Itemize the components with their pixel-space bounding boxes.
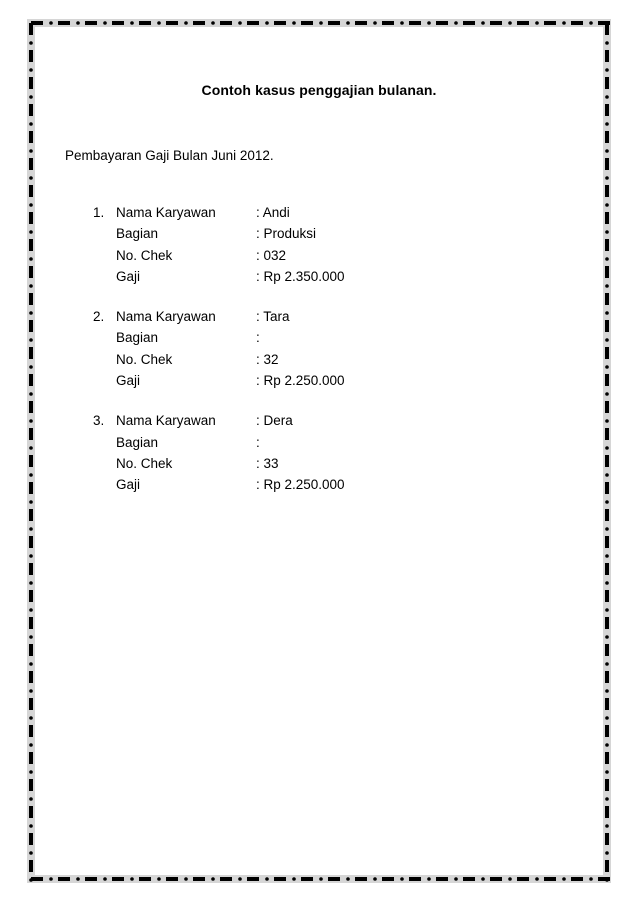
border-dot bbox=[29, 230, 33, 234]
border-dash bbox=[605, 212, 609, 224]
field-value: : Dera bbox=[256, 413, 293, 429]
border-dash bbox=[409, 877, 421, 881]
border-dash bbox=[355, 21, 367, 25]
border-dash bbox=[605, 482, 609, 494]
border-dot bbox=[400, 21, 404, 25]
border-dot bbox=[211, 21, 215, 25]
border-dash bbox=[112, 21, 124, 25]
border-dot bbox=[157, 877, 161, 881]
border-dot bbox=[605, 284, 609, 288]
border-dash bbox=[166, 21, 178, 25]
border-dash bbox=[29, 725, 33, 737]
border-dot bbox=[29, 608, 33, 612]
border-dot bbox=[29, 392, 33, 396]
field-value: : 032 bbox=[256, 247, 287, 263]
border-dash bbox=[571, 21, 583, 25]
border-dot bbox=[29, 527, 33, 531]
field-value: : bbox=[256, 434, 260, 450]
border-dash bbox=[85, 877, 97, 881]
border-dot bbox=[29, 41, 33, 45]
border-dash bbox=[247, 21, 259, 25]
border-dash bbox=[29, 185, 33, 197]
border-dash bbox=[517, 21, 529, 25]
border-dash bbox=[605, 806, 609, 818]
employee-field-row bbox=[93, 453, 413, 474]
border-dot bbox=[29, 824, 33, 828]
border-dot bbox=[29, 500, 33, 504]
border-dot bbox=[373, 877, 377, 881]
employee-list bbox=[93, 202, 413, 515]
border-dash bbox=[29, 860, 33, 872]
border-dot bbox=[29, 635, 33, 639]
field-value: : bbox=[256, 330, 260, 346]
border-dash bbox=[382, 877, 394, 881]
border-dash bbox=[29, 806, 33, 818]
border-dot bbox=[605, 689, 609, 693]
employee-field-row bbox=[93, 327, 413, 348]
border-dot bbox=[29, 338, 33, 342]
employee-field-row bbox=[93, 202, 413, 223]
border-dash bbox=[29, 752, 33, 764]
employee-field-row bbox=[93, 370, 413, 391]
border-dot bbox=[238, 21, 242, 25]
border-dash bbox=[605, 833, 609, 845]
border-dash bbox=[29, 104, 33, 116]
field-label: Nama Karyawan bbox=[116, 309, 216, 325]
field-value: : Rp 2.350.000 bbox=[256, 268, 345, 284]
border-dash bbox=[605, 185, 609, 197]
border-dot bbox=[535, 21, 539, 25]
field-value: : Rp 2.250.000 bbox=[256, 477, 345, 493]
border-dash bbox=[274, 877, 286, 881]
border-dash bbox=[301, 877, 313, 881]
border-dash bbox=[112, 877, 124, 881]
field-value: : Rp 2.250.000 bbox=[256, 373, 345, 389]
border-dash bbox=[29, 455, 33, 467]
border-dot bbox=[76, 21, 80, 25]
border-dot bbox=[29, 176, 33, 180]
border-dash bbox=[605, 779, 609, 791]
border-dot bbox=[605, 338, 609, 342]
field-label: No. Chek bbox=[116, 351, 173, 367]
employee-field-row bbox=[93, 349, 413, 370]
border-dash bbox=[274, 21, 286, 25]
border-dot bbox=[605, 770, 609, 774]
border-dash bbox=[139, 21, 151, 25]
border-dot bbox=[605, 230, 609, 234]
field-label: Bagian bbox=[116, 226, 159, 242]
border-dash bbox=[29, 833, 33, 845]
border-dash bbox=[247, 877, 259, 881]
border-dash bbox=[29, 563, 33, 575]
border-dash bbox=[605, 509, 609, 521]
border-dot bbox=[605, 68, 609, 72]
border-dot bbox=[605, 365, 609, 369]
payment-intro-text: Pembayaran Gaji Bulan Juni 2012. bbox=[65, 148, 274, 163]
border-dash bbox=[58, 21, 70, 25]
field-value: : 33 bbox=[256, 455, 279, 471]
employee-field-row bbox=[93, 410, 413, 431]
border-dot bbox=[454, 877, 458, 881]
border-dash bbox=[605, 725, 609, 737]
border-dot bbox=[76, 877, 80, 881]
border-dot bbox=[29, 284, 33, 288]
border-dot bbox=[29, 689, 33, 693]
border-dot bbox=[427, 21, 431, 25]
border-dash bbox=[328, 877, 340, 881]
border-dash bbox=[544, 877, 556, 881]
border-dash bbox=[605, 455, 609, 467]
border-dot bbox=[29, 878, 33, 882]
border-dash bbox=[29, 698, 33, 710]
field-label: No. Chek bbox=[116, 455, 173, 471]
border-dot bbox=[319, 877, 323, 881]
border-dot bbox=[157, 21, 161, 25]
border-dot bbox=[184, 21, 188, 25]
border-dot bbox=[481, 21, 485, 25]
border-dash bbox=[29, 239, 33, 251]
border-dot bbox=[605, 473, 609, 477]
border-dash bbox=[355, 877, 367, 881]
border-dot bbox=[29, 149, 33, 153]
border-dot bbox=[605, 824, 609, 828]
border-dash bbox=[29, 536, 33, 548]
border-dot bbox=[346, 877, 350, 881]
border-dash bbox=[29, 158, 33, 170]
border-dash bbox=[29, 671, 33, 683]
border-dot bbox=[292, 877, 296, 881]
border-dot bbox=[605, 149, 609, 153]
border-dot bbox=[238, 877, 242, 881]
border-dot bbox=[29, 311, 33, 315]
border-dash bbox=[29, 347, 33, 359]
border-dash bbox=[605, 347, 609, 359]
border-dot bbox=[535, 877, 539, 881]
border-dot bbox=[49, 877, 53, 881]
border-dot bbox=[605, 500, 609, 504]
border-dash bbox=[382, 21, 394, 25]
document-title: Contoh kasus penggajian bulanan. bbox=[201, 82, 437, 98]
border-dot bbox=[29, 122, 33, 126]
border-dot bbox=[29, 662, 33, 666]
border-dot bbox=[29, 419, 33, 423]
border-dash bbox=[605, 293, 609, 305]
field-label: Nama Karyawan bbox=[116, 205, 216, 220]
border-dash bbox=[571, 877, 583, 881]
border-dash bbox=[605, 563, 609, 575]
border-dot bbox=[29, 743, 33, 747]
border-dash bbox=[29, 590, 33, 602]
border-dash bbox=[139, 877, 151, 881]
border-dot bbox=[103, 21, 107, 25]
border-dash bbox=[166, 877, 178, 881]
border-dot bbox=[605, 851, 609, 855]
border-dash bbox=[605, 50, 609, 62]
field-value: : Produksi bbox=[256, 226, 317, 242]
employee-entry bbox=[93, 202, 413, 287]
border-dot bbox=[130, 877, 134, 881]
border-dash bbox=[220, 21, 232, 25]
border-dash bbox=[605, 752, 609, 764]
border-dot bbox=[427, 877, 431, 881]
border-dot bbox=[562, 21, 566, 25]
border-dot bbox=[605, 311, 609, 315]
employee-entry bbox=[93, 410, 413, 495]
border-dash bbox=[605, 671, 609, 683]
border-dash bbox=[605, 428, 609, 440]
border-dash bbox=[58, 877, 70, 881]
border-dash bbox=[605, 158, 609, 170]
field-label: Gaji bbox=[116, 477, 141, 493]
employee-field-row bbox=[93, 223, 413, 244]
border-dot bbox=[103, 877, 107, 881]
border-dash bbox=[301, 21, 313, 25]
border-dot bbox=[605, 635, 609, 639]
border-dash bbox=[605, 860, 609, 872]
border-dot bbox=[319, 21, 323, 25]
border-dash bbox=[29, 401, 33, 413]
border-dash bbox=[29, 266, 33, 278]
border-dash bbox=[29, 23, 33, 35]
border-dash bbox=[605, 320, 609, 332]
border-dash bbox=[517, 877, 529, 881]
field-value: : Tara bbox=[256, 309, 290, 325]
field-label: Gaji bbox=[116, 268, 141, 284]
border-dash bbox=[29, 374, 33, 386]
border-dash bbox=[605, 239, 609, 251]
border-dash bbox=[29, 212, 33, 224]
border-dash bbox=[605, 401, 609, 413]
border-dash bbox=[605, 617, 609, 629]
border-dash bbox=[29, 617, 33, 629]
border-dot bbox=[29, 770, 33, 774]
border-dot bbox=[605, 257, 609, 261]
border-dash bbox=[409, 21, 421, 25]
border-dot bbox=[605, 41, 609, 45]
border-dash bbox=[605, 266, 609, 278]
border-dot bbox=[130, 21, 134, 25]
border-dash bbox=[193, 21, 205, 25]
border-dot bbox=[589, 877, 593, 881]
border-dot bbox=[265, 21, 269, 25]
border-dot bbox=[29, 365, 33, 369]
border-dot bbox=[605, 527, 609, 531]
employee-entry bbox=[93, 306, 413, 391]
border-dash bbox=[463, 877, 475, 881]
border-dash bbox=[605, 131, 609, 143]
border-dash bbox=[605, 104, 609, 116]
border-dot bbox=[605, 716, 609, 720]
border-dot bbox=[605, 122, 609, 126]
border-dot bbox=[373, 21, 377, 25]
border-dot bbox=[605, 608, 609, 612]
border-dot bbox=[184, 877, 188, 881]
field-label: Bagian bbox=[116, 330, 159, 346]
border-dot bbox=[589, 21, 593, 25]
border-dash bbox=[31, 877, 43, 881]
employee-field-row bbox=[93, 245, 413, 266]
border-dash bbox=[29, 779, 33, 791]
border-dash bbox=[193, 877, 205, 881]
field-label: Bagian bbox=[116, 434, 159, 450]
border-dot bbox=[29, 554, 33, 558]
border-dash bbox=[220, 877, 232, 881]
border-dot bbox=[29, 716, 33, 720]
border-dot bbox=[29, 203, 33, 207]
border-dot bbox=[605, 446, 609, 450]
border-dot bbox=[29, 851, 33, 855]
border-dot bbox=[346, 21, 350, 25]
field-label: Nama Karyawan bbox=[116, 413, 216, 429]
border-dash bbox=[85, 21, 97, 25]
border-dot bbox=[29, 257, 33, 261]
border-dash bbox=[605, 698, 609, 710]
border-dash bbox=[29, 644, 33, 656]
border-dash bbox=[29, 320, 33, 332]
border-dash bbox=[29, 131, 33, 143]
border-dot bbox=[454, 21, 458, 25]
border-dot bbox=[508, 877, 512, 881]
border-dot bbox=[605, 203, 609, 207]
border-dash bbox=[29, 428, 33, 440]
border-dot bbox=[508, 21, 512, 25]
border-dash bbox=[605, 644, 609, 656]
border-dash bbox=[490, 877, 502, 881]
employee-field-row bbox=[93, 432, 413, 453]
field-value: : Andi bbox=[256, 205, 290, 220]
employee-number: 2. bbox=[93, 309, 105, 325]
border-dot bbox=[29, 581, 33, 585]
border-dot bbox=[211, 877, 215, 881]
border-dash bbox=[436, 877, 448, 881]
border-dash bbox=[436, 21, 448, 25]
field-label: Gaji bbox=[116, 373, 141, 389]
border-dot bbox=[605, 419, 609, 423]
border-dot bbox=[605, 662, 609, 666]
border-dot bbox=[400, 877, 404, 881]
border-dot bbox=[605, 176, 609, 180]
border-dot bbox=[49, 21, 53, 25]
border-dot bbox=[29, 797, 33, 801]
border-dash bbox=[490, 21, 502, 25]
border-dot bbox=[29, 68, 33, 72]
employee-field-row bbox=[93, 266, 413, 287]
border-dot bbox=[605, 581, 609, 585]
border-dash bbox=[29, 50, 33, 62]
field-label: No. Chek bbox=[116, 247, 173, 263]
border-dash bbox=[605, 374, 609, 386]
border-dash bbox=[29, 482, 33, 494]
border-dot bbox=[605, 392, 609, 396]
border-dot bbox=[605, 554, 609, 558]
border-dot bbox=[265, 877, 269, 881]
border-dash bbox=[544, 21, 556, 25]
field-value: : 32 bbox=[256, 351, 279, 367]
border-dot bbox=[605, 743, 609, 747]
border-dot bbox=[605, 797, 609, 801]
employee-number: 3. bbox=[93, 413, 105, 429]
border-dash bbox=[463, 21, 475, 25]
border-dash bbox=[29, 293, 33, 305]
border-dash bbox=[29, 509, 33, 521]
border-dash bbox=[605, 23, 609, 35]
border-dash bbox=[605, 590, 609, 602]
border-dot bbox=[481, 877, 485, 881]
employee-number: 1. bbox=[93, 205, 105, 220]
border-dash bbox=[328, 21, 340, 25]
border-dot bbox=[562, 877, 566, 881]
border-dash bbox=[605, 536, 609, 548]
border-dot bbox=[292, 21, 296, 25]
border-dot bbox=[29, 446, 33, 450]
border-dot bbox=[605, 878, 609, 882]
employee-field-row bbox=[93, 474, 413, 495]
employee-field-row bbox=[93, 306, 413, 327]
border-dot bbox=[29, 473, 33, 477]
